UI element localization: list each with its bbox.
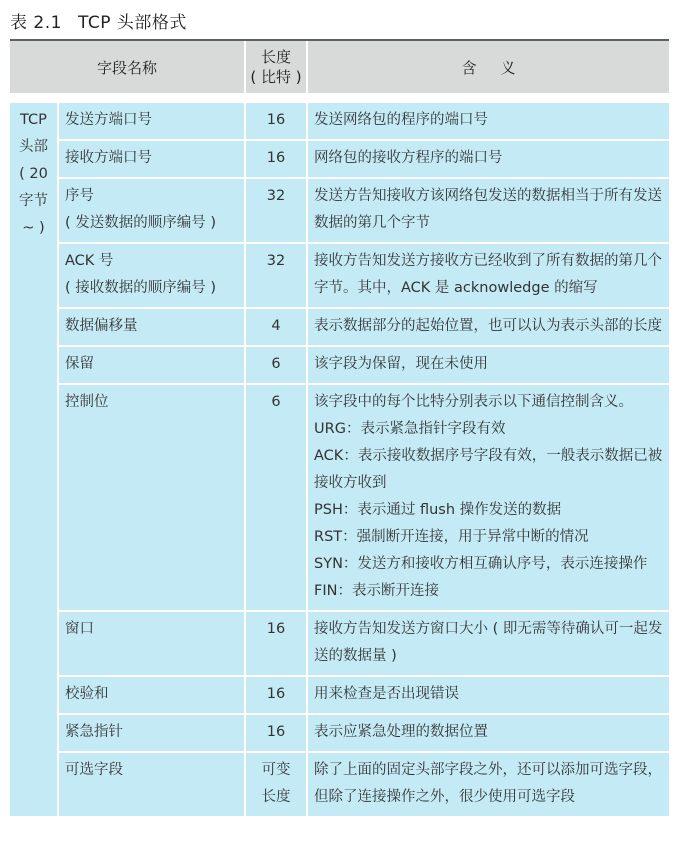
control-intro: 该字段中的每个比特分别表示以下通信控制含义。	[314, 394, 634, 410]
field-bits: 16	[246, 610, 308, 675]
field-name: 数据偏移量	[59, 307, 246, 345]
field-meaning: 接收方告知发送方接收方已经收到了所有数据的第几个字节。其中，ACK 是 acknowledge 的缩写	[308, 242, 669, 307]
field-bits: 16	[246, 93, 308, 139]
table-caption	[10, 8, 187, 33]
table-row	[10, 139, 669, 177]
table-row	[10, 177, 669, 242]
field-bits: 32	[246, 177, 308, 242]
field-meaning: 网络包的接收方程序的端口号	[308, 139, 669, 177]
field-bits: 32	[246, 242, 308, 307]
control-fin: FIN：表示断开连接	[314, 583, 439, 599]
header-field-name: 字段名称	[10, 41, 246, 93]
field-meaning: 用来检查是否出现错误	[308, 675, 669, 713]
table-row	[10, 383, 669, 610]
field-name: 紧急指针	[59, 713, 246, 751]
field-name-note: ( 发送数据的顺序编号 )	[65, 215, 217, 231]
group-label: TCP 头部 ( 20 字节 ~ )	[10, 93, 59, 816]
field-bits: 4	[246, 307, 308, 345]
field-name: 保留	[59, 345, 246, 383]
table-title: TCP 头部格式	[77, 13, 187, 33]
table-row	[10, 713, 669, 751]
field-meaning: 发送方告知接收方该网络包发送的数据相当于所有发送数据的第几个字节	[308, 177, 669, 242]
table-row	[10, 345, 669, 383]
field-bits: 16	[246, 713, 308, 751]
field-name-note: ( 接收数据的顺序编号 )	[65, 280, 217, 296]
header-meaning: 含义	[308, 41, 669, 93]
field-name: 可选字段	[59, 751, 246, 816]
field-bits: 可变 长度	[246, 751, 308, 816]
field-name: 接收方端口号	[59, 139, 246, 177]
field-name: 发送方端口号	[59, 93, 246, 139]
field-meaning: 接收方告知发送方窗口大小 ( 即无需等待确认可一起发送的数据量 )	[308, 610, 669, 675]
field-meaning: 表示应紧急处理的数据位置	[308, 713, 669, 751]
table-number: 表 2.1	[10, 13, 62, 33]
field-meaning: 发送网络包的程序的端口号	[308, 93, 669, 139]
table-row	[10, 751, 669, 816]
field-name: ACK 号 ( 接收数据的顺序编号 )	[59, 242, 246, 307]
field-name: 校验和	[59, 675, 246, 713]
table-row	[10, 307, 669, 345]
table-row	[10, 675, 669, 713]
field-bits: 6	[246, 383, 308, 610]
control-syn: SYN：发送方和接收方相互确认序号，表示连接操作	[314, 556, 648, 572]
control-urg: URG：表示紧急指针字段有效	[314, 421, 506, 437]
header-row	[10, 41, 669, 93]
field-meaning: 表示数据部分的起始位置，也可以认为表示头部的长度	[308, 307, 669, 345]
control-ack: ACK：表示接收数据序号字段有效，一般表示数据已被接收方收到	[314, 448, 663, 491]
field-meaning: 除了上面的固定头部字段之外，还可以添加可选字段，但除了连接操作之外，很少使用可选字段	[308, 751, 669, 816]
field-meaning	[308, 383, 669, 610]
table-row	[10, 610, 669, 675]
field-bits: 16	[246, 675, 308, 713]
field-name: 窗口	[59, 610, 246, 675]
field-bits: 6	[246, 345, 308, 383]
control-psh: PSH：表示通过 flush 操作发送的数据	[314, 502, 562, 518]
tcp-header-table	[10, 41, 669, 816]
table-row	[10, 242, 669, 307]
header-bits: 长度 ( 比特 )	[246, 41, 308, 93]
field-bits: 16	[246, 139, 308, 177]
field-name: 序号 ( 发送数据的顺序编号 )	[59, 177, 246, 242]
table-row	[10, 93, 669, 139]
field-meaning: 该字段为保留，现在未使用	[308, 345, 669, 383]
control-rst: RST：强制断开连接，用于异常中断的情况	[314, 529, 589, 545]
field-name: 控制位	[59, 383, 246, 610]
